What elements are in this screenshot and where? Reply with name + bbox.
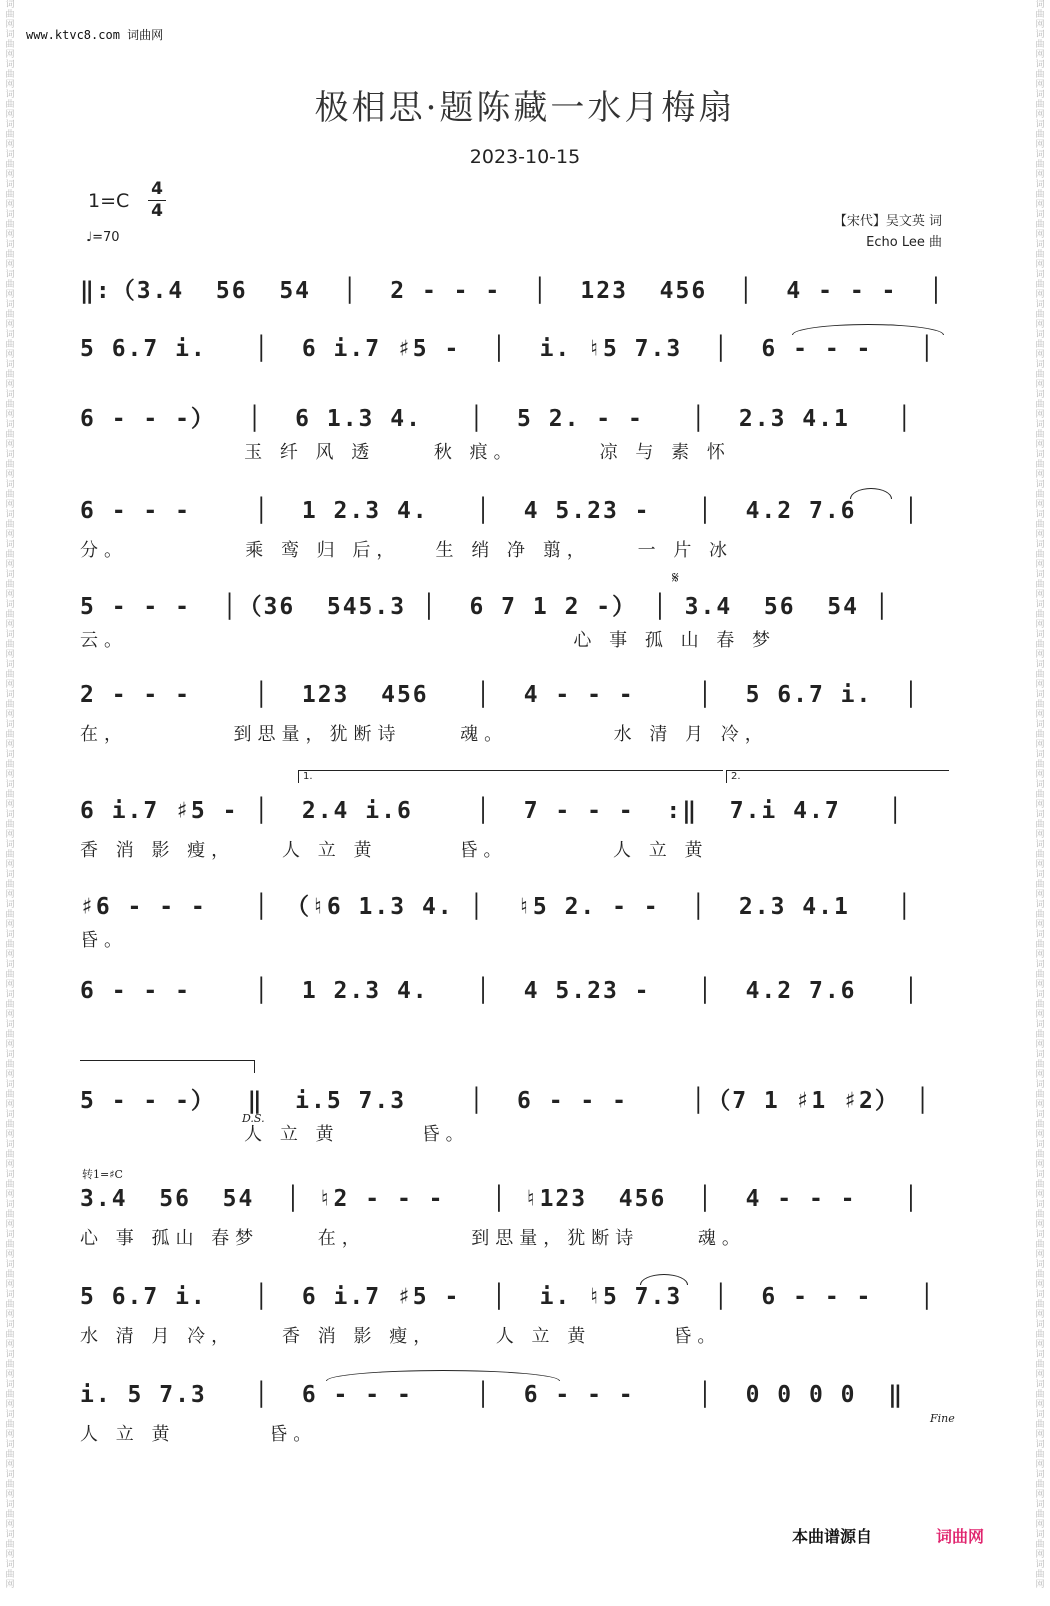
- tempo-marking: ♩=70: [86, 230, 120, 245]
- notes: 6 i.7 ♯5 - │ 2.4 i.6 │ 7 - - - :‖ 7.i 4.7 │: [80, 798, 905, 824]
- time-top: 4: [151, 179, 163, 199]
- notes: 3.4 56 54 │ ♮2 - - - │ ♮123 456 │ 4 - - - │: [80, 1186, 920, 1212]
- score-line-6: [80, 682, 950, 762]
- source-note: 本曲谱源自: [792, 1527, 873, 1546]
- score-line-4: [80, 498, 950, 578]
- lyrics: 云。 心 事 孤 山 春 梦: [80, 630, 777, 651]
- watermark-right: 词曲网词曲网词曲网词曲网词曲网词曲网词曲网词曲网词曲网词曲网词曲网词曲网词曲网词曲网词曲网词曲网词曲网词曲网词曲网词曲网词曲网词曲网词曲网词曲网词曲网词曲网词曲网词曲网词曲网词曲网词曲网词曲网词曲网词曲网词曲网词曲网词曲网词曲网词曲网词曲网词曲网词曲网词曲网词曲网词曲网词曲网词曲网词曲网词曲网词曲网词曲网词曲网词曲网: [1035, 0, 1045, 1590]
- fine-marking: Fine: [930, 1412, 955, 1425]
- score-line-11: [80, 1168, 950, 1266]
- time-signature: [148, 180, 166, 221]
- lyrics: 心 事 孤山 春梦 在， 到思量，犹断诗 魂。: [80, 1228, 746, 1249]
- score-line-13: [80, 1382, 955, 1462]
- notes: ♯6 - - - │ （♮6 1.3 4. │ ♮5 2. - - │ 2.3 4.1 │: [80, 894, 914, 920]
- lyrics: 香 消 影 瘦， 人 立 黄 昏。 人 立 黄: [80, 840, 709, 861]
- lyrics: 昏。: [80, 930, 128, 951]
- key-signature: 1=C: [88, 190, 130, 212]
- lyrics: 水 清 月 冷， 香 消 影 瘦， 人 立 黄 昏。: [80, 1326, 722, 1347]
- watermark-left: 词曲网词曲网词曲网词曲网词曲网词曲网词曲网词曲网词曲网词曲网词曲网词曲网词曲网词曲网词曲网词曲网词曲网词曲网词曲网词曲网词曲网词曲网词曲网词曲网词曲网词曲网词曲网词曲网词曲网词曲网词曲网词曲网词曲网词曲网词曲网词曲网词曲网词曲网词曲网词曲网词曲网词曲网词曲网词曲网词曲网词曲网词曲网词曲网词曲网词曲网词曲网词曲网词曲网: [5, 0, 15, 1590]
- notes: 5 6.7 i. │ 6 i.7 ♯5 - │ i. ♮5 7.3 │ 6 - - - │: [80, 336, 936, 362]
- brand-link[interactable]: 词曲网: [936, 1527, 985, 1546]
- time-bottom: 4: [151, 201, 163, 221]
- notes: 2 - - - │ 123 456 │ 4 - - - │ 5 6.7 i. │: [80, 682, 920, 708]
- score-line-9: [80, 978, 950, 1058]
- notes: 5 - - - │（36 545.3 │ 6 7 1 2 -） │ 3.4 56 54 │: [80, 594, 891, 620]
- volta-2: 2.: [726, 770, 949, 783]
- notes: 6 - - - │ 1 2.3 4. │ 4 5.23 - │ 4.2 7.6 │: [80, 498, 920, 524]
- notes: 5 - - -） ‖ i.5 7.3 │ 6 - - - │（7 1 ♯1 ♯2） │: [80, 1088, 932, 1114]
- lyricist-credit: 【宋代】吴文英 词: [833, 214, 942, 229]
- song-title: 极相思·题陈藏一水月梅扇: [314, 88, 736, 128]
- song-date: 2023-10-15: [469, 146, 581, 168]
- ds-marking: D.S.: [242, 1112, 265, 1125]
- score-line-10: [80, 1082, 950, 1162]
- lyrics: 玉 纤 风 透 秋 痕。 凉 与 素 怀: [80, 442, 731, 463]
- notes: 5 6.7 i. │ 6 i.7 ♯5 - │ i. ♮5 7.3 │ 6 - - - │: [80, 1284, 936, 1310]
- score-line-3: [80, 400, 950, 480]
- lyrics: 在， 到思量，犹断诗 魂。 水 清 月 冷，: [80, 724, 769, 745]
- composer-credit: Echo Lee 曲: [866, 235, 942, 250]
- notes: ‖:（3.4 56 54 │ 2 - - - │ 123 456 │ 4 - - - │: [80, 278, 945, 304]
- modulation-marking: 转1=♯C: [82, 1168, 123, 1181]
- tie-slur: [326, 1370, 560, 1381]
- volta-1: 1.: [298, 770, 723, 783]
- notes: i. 5 7.3 │ 6 - - - │ 6 - - - │ 0 0 0 0 ‖: [80, 1382, 905, 1408]
- lyrics: 人 立 黄 昏。: [80, 1424, 318, 1445]
- score-line-8: [80, 888, 950, 968]
- segno-icon: 𝄋: [672, 568, 679, 587]
- score-line-7: [80, 771, 950, 878]
- lyrics: 人 立 黄 昏。: [80, 1124, 470, 1145]
- lyrics: 分。 乘 鸾 归 后， 生 绡 净 翦， 一 片 冰: [80, 540, 734, 561]
- notes: 6 - - -） │ 6 1.3 4. │ 5 2. - - │ 2.3 4.1 │: [80, 406, 914, 432]
- score-line-12: [80, 1284, 950, 1364]
- site-header[interactable]: www.ktvc8.com 词曲网: [26, 28, 164, 42]
- volta-bracket: [80, 1060, 255, 1073]
- score-line-5: [80, 568, 950, 668]
- notes: 6 - - - │ 1 2.3 4. │ 4 5.23 - │ 4.2 7.6 │: [80, 978, 920, 1004]
